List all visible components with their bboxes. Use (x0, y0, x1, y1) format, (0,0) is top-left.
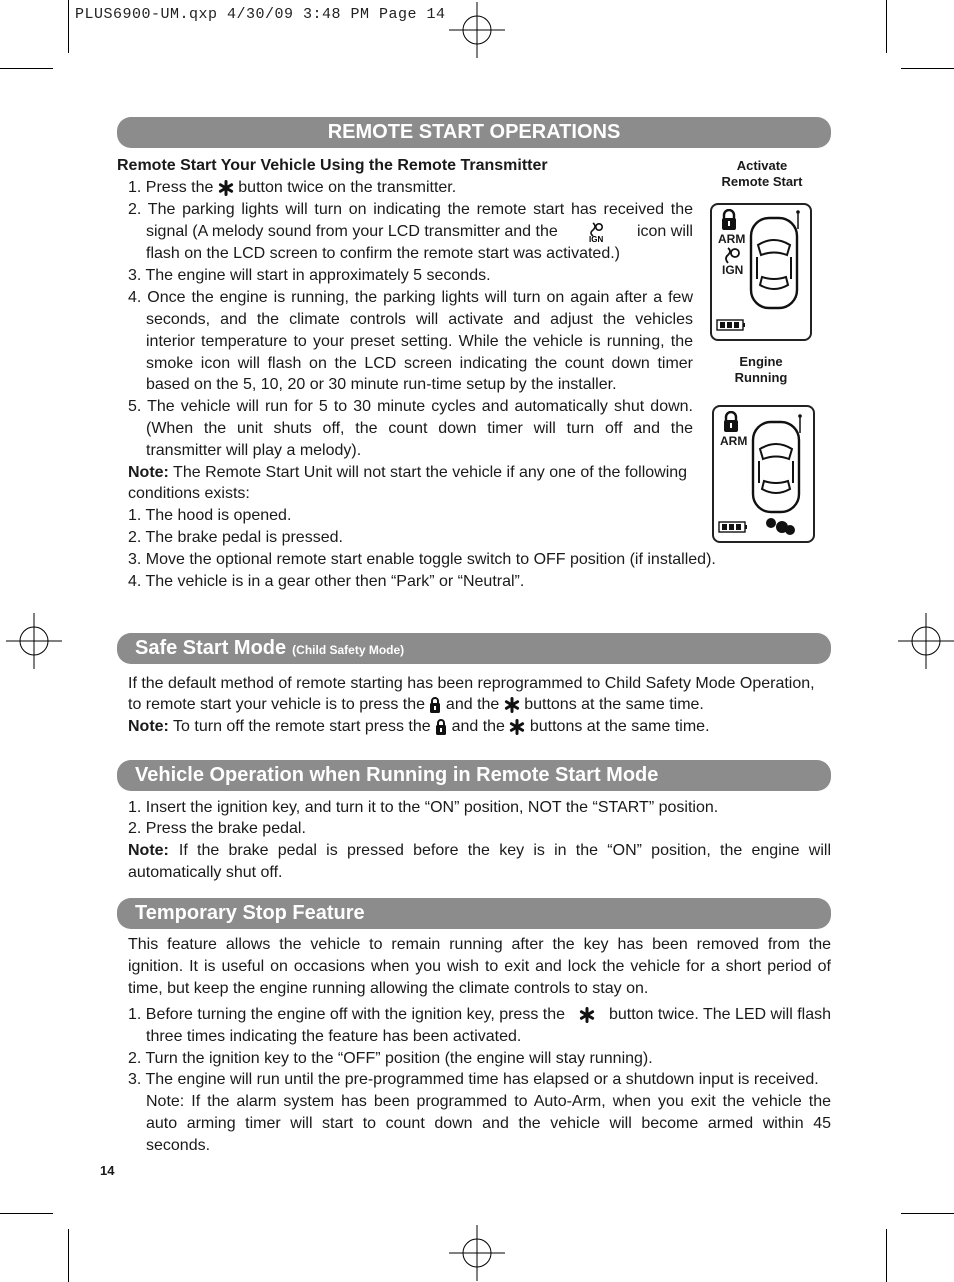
safe-start-text-c: buttons at the same time. (524, 696, 704, 713)
svg-text:IGN: IGN (589, 235, 604, 243)
temp-stop-para-line-2: ignition. It is useful on occasions when you wish to exit and lock the vehicle for a short period of (128, 958, 831, 975)
battery-icon (716, 319, 746, 331)
figure-caption-running (706, 354, 816, 386)
section-heading-temporary-stop: Temporary Stop Feature (117, 898, 831, 929)
registration-mark-top (449, 2, 505, 58)
step-4-line-4: smoke icon will flash on the LCD screen indicating the count down timer (146, 355, 693, 372)
registration-mark-left (6, 613, 62, 669)
crop-mark (901, 1213, 954, 1214)
safe-start-subtitle: (Child Safety Mode) (292, 643, 405, 657)
step-5-line-1: 5. The vehicle will run for 5 to 30 minute cycles and automatically shut down. (128, 398, 693, 415)
lcd-display-activate (710, 203, 812, 341)
section-heading-remote-start: REMOTE START OPERATIONS (117, 117, 831, 148)
lock-icon (722, 411, 740, 433)
crop-mark (901, 68, 954, 69)
safe-start-para-line-1: If the default method of remote starting has been reprogrammed to Child Safety Mode Operation, (128, 675, 815, 692)
step-2-line-3: flash on the LCD screen to confirm the remote start was activated.) (146, 245, 620, 262)
lcd-ign-label: IGN (722, 263, 744, 277)
condition-2: 2. The brake pedal is pressed. (128, 529, 343, 546)
smoke-icon (764, 515, 798, 537)
safe-start-para-line-2 (128, 694, 704, 716)
temp-stop-step-3-line-4: seconds. (146, 1137, 211, 1154)
safe-start-note-a: To turn off the remote start press the (173, 718, 431, 735)
crop-mark (68, 1229, 69, 1282)
step-5-line-2: (When the unit shuts off, the count down timer will turn off and the (146, 420, 693, 437)
note-conditions (128, 462, 687, 484)
print-slug-line: PLUS6900-UM.qxp 4/30/09 3:48 PM Page 14 (75, 6, 446, 23)
star-button-icon (218, 180, 234, 196)
step-4-line-1: 4. Once the engine is running, the parking lights will turn on again after a few (128, 289, 693, 306)
temp-stop-para-line-1: This feature allows the vehicle to remain running after the key has been removed from the (128, 936, 831, 953)
figure-caption-running-line-2: Running (734, 370, 788, 385)
step-2-line-2 (146, 221, 693, 243)
note-label: Note: (128, 718, 169, 735)
battery-icon (718, 521, 748, 533)
figure-caption-activate-line-2: Remote Start (721, 174, 803, 189)
crop-mark (886, 1229, 887, 1282)
registration-mark-right (898, 613, 954, 669)
lock-button-icon (429, 696, 441, 714)
lcd-arm-label: ARM (718, 232, 746, 246)
temp-stop-step-1 (128, 1004, 831, 1026)
lock-icon (720, 209, 738, 231)
crop-mark (0, 68, 53, 69)
ignition-icon (586, 221, 608, 243)
vehicle-op-note-line-2: automatically shut off. (128, 864, 283, 881)
safe-start-note-c: buttons at the same time. (529, 718, 710, 735)
star-button-icon (579, 1007, 595, 1023)
note-label: Note: (128, 842, 169, 859)
temp-stop-step-1-b: button twice. The LED will flash (608, 1006, 831, 1023)
car-icon (750, 419, 802, 515)
lock-button-icon (435, 718, 447, 736)
lcd-arm-label: ARM (720, 434, 748, 448)
step-1-text-b: button twice on the transmitter. (238, 179, 457, 196)
vehicle-op-step-2: 2. Press the brake pedal. (128, 820, 306, 837)
step-2-text-b: icon will (636, 223, 693, 240)
antenna-icon (794, 209, 802, 231)
note-label: Note: (128, 464, 169, 481)
step-1-text-a: 1. Press the (128, 179, 214, 196)
section-heading-vehicle-operation: Vehicle Operation when Running in Remote Start Mode (117, 760, 831, 791)
registration-mark-bottom (449, 1225, 505, 1281)
crop-mark (886, 0, 887, 53)
vehicle-op-step-1: 1. Insert the ignition key, and turn it to the “ON” position, NOT the “START” position. (128, 799, 719, 816)
note-conditions-line-2: conditions exists: (128, 485, 250, 502)
safe-start-note (128, 716, 710, 738)
figure-caption-activate (706, 158, 818, 190)
safe-start-title: Safe Start Mode (135, 637, 287, 659)
subheading-remote-transmitter: Remote Start Your Vehicle Using the Remote Transmitter (117, 157, 548, 174)
figure-caption-running-line-1: Engine (739, 354, 783, 369)
page-number: 14 (100, 1163, 115, 1178)
temp-stop-step-3-line-3: auto arming timer will start to count down and the vehicle will become armed within 45 (146, 1115, 831, 1132)
figure-caption-activate-line-1: Activate (736, 158, 788, 173)
step-1 (128, 177, 456, 199)
crop-mark (68, 0, 69, 53)
temp-stop-step-3: 3. The engine will run until the pre-programmed time has elapsed or a shutdown input is received. (128, 1071, 819, 1088)
note-text: The Remote Start Unit will not start the vehicle if any one of the following (173, 464, 688, 481)
vehicle-op-note (128, 840, 831, 862)
vehicle-op-note-text: If the brake pedal is pressed before the key is in the “ON” position, the engine will (178, 842, 831, 859)
step-4-line-5: based on the 5, 10, 20 or 30 minute run-time setup by the installer. (146, 376, 617, 393)
safe-start-text-b: and the (445, 696, 500, 713)
step-5-line-3: transmitter will play a melody). (146, 442, 362, 459)
step-4-line-2: seconds, and the climate controls will activate and adjust the vehicles (146, 311, 693, 328)
condition-4: 4. The vehicle is in a gear other then “Park” or “Neutral”. (128, 573, 525, 590)
step-2-line-1: 2. The parking lights will turn on indicating the remote start has received the (128, 201, 693, 218)
condition-3: 3. Move the optional remote start enable toggle switch to OFF position (if installed). (128, 551, 716, 568)
crop-mark (0, 1213, 53, 1214)
star-button-icon (509, 719, 525, 735)
star-button-icon (504, 697, 520, 713)
safe-start-text-a: to remote start your vehicle is to press the (128, 696, 426, 713)
safe-start-note-b: and the (451, 718, 505, 735)
temp-stop-step-3-line-2: Note: If the alarm system has been programmed to Auto-Arm, when you exit the vehicle the (146, 1093, 831, 1110)
condition-1: 1. The hood is opened. (128, 507, 292, 524)
temp-stop-step-1-line-2: three times indicating the feature has been activated. (146, 1028, 522, 1045)
temp-stop-step-1-a: 1. Before turning the engine off with the ignition key, press the (128, 1006, 566, 1023)
temp-stop-para-line-3: time, but keep the engine running allowing the climate controls to stay on. (128, 980, 649, 997)
section-heading-safe-start (117, 633, 831, 664)
step-4-line-3: interior temperature to your preset setting. While the vehicle is running, the (146, 333, 693, 350)
step-3: 3. The engine will start in approximately 5 seconds. (128, 267, 491, 284)
step-2-text-a: signal (A melody sound from your LCD transmitter and the (146, 223, 558, 240)
antenna-icon (796, 413, 804, 435)
temp-stop-step-2: 2. Turn the ignition key to the “OFF” position (the engine will stay running). (128, 1050, 653, 1067)
car-icon (748, 215, 800, 311)
lcd-display-running (712, 405, 815, 543)
